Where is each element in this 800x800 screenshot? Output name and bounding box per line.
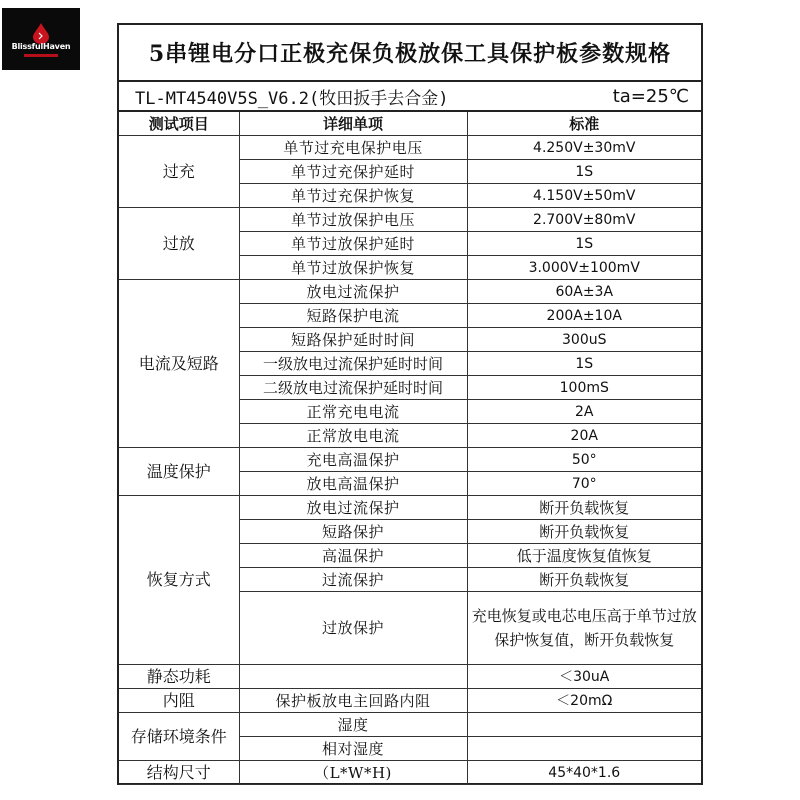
item-cell: 放电过流保护 [239, 280, 467, 304]
item-cell: 相对湿度 [239, 737, 467, 761]
category-standby: 静态功耗 [119, 665, 239, 689]
value-cell: 低于温度恢复值恢复 [467, 544, 701, 568]
item-cell: 短路保护电流 [239, 304, 467, 328]
value-cell: 充电恢复或电芯电压高于单节过放保护恢复值，断开负载恢复 [467, 592, 701, 665]
value-cell: 1S [467, 232, 701, 256]
item-cell: 正常充电电流 [239, 400, 467, 424]
model-row [119, 82, 701, 112]
value-cell: 45*40*1.6 [467, 761, 701, 785]
value-cell: 70° [467, 472, 701, 496]
value-cell: 300uS [467, 328, 701, 352]
table-row [119, 280, 701, 304]
table-row [119, 689, 701, 713]
table-row [119, 713, 701, 737]
item-cell: 单节过放保护延时 [239, 232, 467, 256]
item-cell: 放电过流保护 [239, 496, 467, 520]
category-size: 结构尺寸 [119, 761, 239, 785]
table-row [119, 208, 701, 232]
value-cell: ＜20mΩ [467, 689, 701, 713]
value-cell: 1S [467, 352, 701, 376]
item-cell: 单节过充保护恢复 [239, 184, 467, 208]
value-cell: 1S [467, 160, 701, 184]
category-overdischarge: 过放 [119, 208, 239, 280]
item-cell: 高温保护 [239, 544, 467, 568]
test-temperature: ta=25℃ [612, 85, 689, 107]
spec-sheet [117, 23, 703, 785]
table-row [119, 665, 701, 689]
item-cell: 单节过放保护恢复 [239, 256, 467, 280]
item-cell: 短路保护延时时间 [239, 328, 467, 352]
value-cell: ＜30uA [467, 665, 701, 689]
brand-logo [2, 8, 80, 70]
header-row [119, 112, 701, 136]
category-overcharge: 过充 [119, 136, 239, 208]
header-item: 详细单项 [239, 112, 467, 136]
header-category: 测试项目 [119, 112, 239, 136]
header-standard: 标准 [467, 112, 701, 136]
drop-icon [30, 22, 52, 44]
category-temperature: 温度保护 [119, 448, 239, 496]
category-resistance: 内阻 [119, 689, 239, 713]
category-recovery: 恢复方式 [119, 496, 239, 665]
item-cell: 充电高温保护 [239, 448, 467, 472]
spec-table [119, 112, 701, 785]
item-cell: 湿度 [239, 713, 467, 737]
item-cell: 一级放电过流保护延时时间 [239, 352, 467, 376]
value-cell: 100mS [467, 376, 701, 400]
value-cell: 断开负载恢复 [467, 520, 701, 544]
item-cell: 正常放电电流 [239, 424, 467, 448]
item-cell: 短路保护 [239, 520, 467, 544]
table-row [119, 448, 701, 472]
item-cell: 放电高温保护 [239, 472, 467, 496]
item-cell: 保护板放电主回路内阻 [239, 689, 467, 713]
table-row [119, 496, 701, 520]
value-cell: 3.000V±100mV [467, 256, 701, 280]
value-cell: 50° [467, 448, 701, 472]
sheet-title: 5串锂电分口正极充保负极放保工具保护板参数规格 [119, 25, 701, 82]
item-cell: 二级放电过流保护延时时间 [239, 376, 467, 400]
item-cell: （L*W*H) [239, 761, 467, 785]
value-cell: 200A±10A [467, 304, 701, 328]
value-cell: 断开负载恢复 [467, 496, 701, 520]
value-cell: 2.700V±80mV [467, 208, 701, 232]
table-row [119, 136, 701, 160]
category-current: 电流及短路 [119, 280, 239, 448]
item-cell: 过放保护 [239, 592, 467, 665]
item-cell: 单节过充电保护电压 [239, 136, 467, 160]
table-row [119, 761, 701, 785]
item-cell: 过流保护 [239, 568, 467, 592]
category-storage: 存储环境条件 [119, 713, 239, 761]
brand-underline [24, 54, 58, 57]
value-cell: 断开负载恢复 [467, 568, 701, 592]
value-cell: 4.250V±30mV [467, 136, 701, 160]
model-number: TL-MT4540V5S_V6.2(牧田扳手去合金) [135, 88, 449, 109]
value-cell: 2A [467, 400, 701, 424]
brand-name: BlissfulHaven [11, 42, 71, 51]
value-cell: 60A±3A [467, 280, 701, 304]
value-cell: 4.150V±50mV [467, 184, 701, 208]
value-cell: 20A [467, 424, 701, 448]
item-cell [239, 665, 467, 689]
item-cell: 单节过充保护延时 [239, 160, 467, 184]
item-cell: 单节过放保护电压 [239, 208, 467, 232]
value-cell [467, 713, 701, 737]
value-cell [467, 737, 701, 761]
